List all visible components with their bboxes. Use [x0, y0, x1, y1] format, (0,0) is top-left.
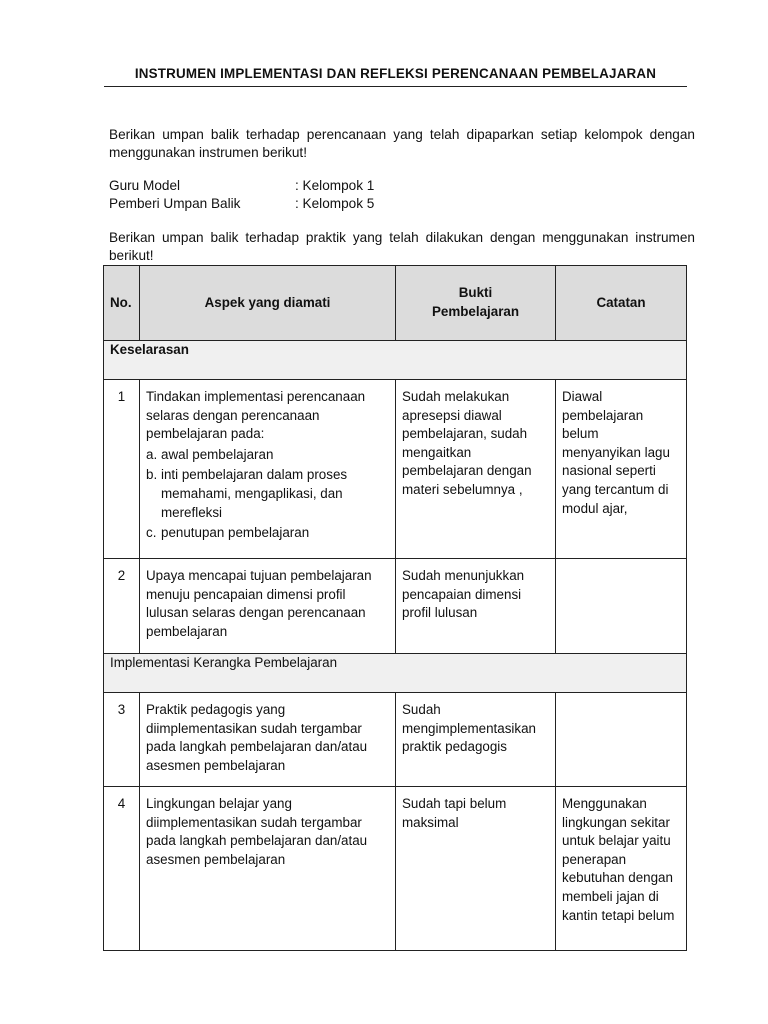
- header-catatan: Catatan: [556, 266, 687, 341]
- row-catatan: [556, 559, 687, 654]
- row-aspek: Praktik pedagogis yang diimplementasikan sudah tergambar pada langkah pembelajaran dan/atau asesmen pembelajaran: [140, 693, 396, 787]
- row-number: 1: [104, 380, 140, 559]
- observation-table: [103, 265, 687, 951]
- row-bukti: Sudah tapi belum maksimal: [396, 787, 556, 951]
- row-catatan: [556, 693, 687, 787]
- row-aspek: Lingkungan belajar yang diimplementasikan sudah tergambar pada langkah pembelajaran dan/atau asesmen pembelajaran: [140, 787, 396, 951]
- section-implementasi: Implementasi Kerangka Pembelajaran: [104, 654, 687, 693]
- row-bukti: Sudah melakukan apresepsi diawal pembelajaran, sudah mengaitkan pembelajaran dengan materi sebelumnya ,: [396, 380, 556, 559]
- aspek-lead-text: Tindakan implementasi perencanaan selaras dengan perencanaan pembelajaran pada:: [146, 389, 366, 442]
- document-title: INSTRUMEN IMPLEMENTASI DAN REFLEKSI PERENCANAAN PEMBELAJARAN: [134, 66, 657, 81]
- guru-model-value: : Kelompok 1: [295, 178, 375, 193]
- aspek-option: a. awal pembelajaran: [146, 446, 274, 462]
- table-header-row: [104, 266, 687, 341]
- table-row: [104, 693, 687, 787]
- row-aspek: [140, 380, 396, 559]
- table-row: [104, 787, 687, 951]
- table-row: [104, 559, 687, 654]
- row-number: 2: [104, 559, 140, 654]
- header-bukti-line2: Pembelajaran: [431, 304, 520, 319]
- aspek-option: b. inti pembelajaran dalam proses memahami, mengaplikasi, dan merefleksi: [146, 467, 348, 520]
- aspek-option: c. penutupan pembelajaran: [146, 525, 310, 541]
- section-row: [104, 654, 687, 693]
- row-bukti: Sudah menunjukkan pencapaian dimensi profil lulusan: [396, 559, 556, 654]
- section-keselarasan: Keselarasan: [104, 341, 687, 380]
- header-bukti: [396, 266, 556, 341]
- row-bukti: Sudah mengimplementasikan praktik pedagogis: [396, 693, 556, 787]
- header-no: No.: [104, 266, 140, 341]
- section-row: [104, 341, 687, 380]
- header-bukti-line1: Bukti: [458, 285, 493, 301]
- guru-model-label: Guru Model: [109, 178, 181, 193]
- table-row: [104, 380, 687, 559]
- title-underline: [104, 86, 687, 87]
- header-aspek: Aspek yang diamati: [140, 266, 396, 341]
- row-catatan: Diawal pembelajaran belum menyanyikan lagu nasional seperti yang tercantum di modul ajar,: [556, 380, 687, 559]
- instruction-paragraph: Berikan umpan balik terhadap praktik yang telah dilakukan dengan menggunakan instrumen berikut!: [109, 230, 695, 263]
- intro-paragraph: Berikan umpan balik terhadap perencanaan yang telah dipaparkan setiap kelompok dengan menggunakan instrumen berikut!: [109, 127, 695, 160]
- row-aspek: Upaya mencapai tujuan pembelajaran menuju pencapaian dimensi profil lulusan selaras dengan perencanaan pembelajaran: [140, 559, 396, 654]
- pemberi-umpan-balik-label: Pemberi Umpan Balik: [109, 196, 241, 211]
- pemberi-umpan-balik-value: : Kelompok 5: [295, 196, 375, 211]
- row-number: 3: [104, 693, 140, 787]
- row-number: 4: [104, 787, 140, 951]
- row-catatan: Menggunakan lingkungan sekitar untuk belajar yaitu penerapan kebutuhan dengan membeli jajan di kantin tetapi belum: [556, 787, 687, 951]
